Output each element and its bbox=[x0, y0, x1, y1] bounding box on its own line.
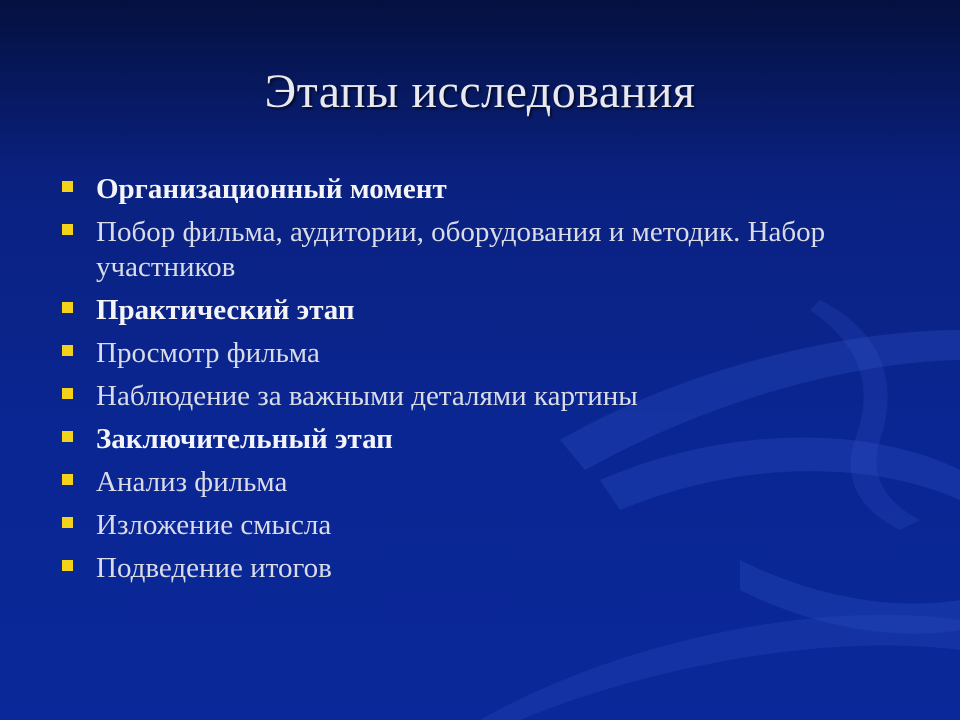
bullet-item-summary bbox=[62, 551, 882, 586]
bullet-list bbox=[62, 172, 882, 594]
bullet-text: Анализ фильма bbox=[96, 466, 288, 498]
bullet-item-practical-stage bbox=[62, 293, 882, 328]
square-bullet-icon bbox=[62, 345, 73, 356]
bullet-item-film-analysis bbox=[62, 465, 882, 500]
bullet-item-film-viewing bbox=[62, 336, 882, 371]
bullet-item-observation bbox=[62, 379, 882, 414]
square-bullet-icon bbox=[62, 560, 73, 571]
bullet-text: Изложение смысла bbox=[96, 509, 332, 541]
square-bullet-icon bbox=[62, 431, 73, 442]
bullet-item-selection bbox=[62, 215, 882, 285]
bullet-text: Наблюдение за важными деталями картины bbox=[96, 380, 638, 412]
slide-title: Этапы исследования bbox=[264, 65, 696, 118]
bullet-item-organizational-moment bbox=[62, 172, 882, 207]
bullet-item-final-stage bbox=[62, 422, 882, 457]
bullet-text: Побор фильма, аудитории, оборудования и методик. Набор участников bbox=[96, 216, 826, 283]
square-bullet-icon bbox=[62, 474, 73, 485]
bullet-item-meaning-statement bbox=[62, 508, 882, 543]
square-bullet-icon bbox=[62, 302, 73, 313]
bullet-text: Организационный момент bbox=[96, 173, 447, 205]
square-bullet-icon bbox=[62, 517, 73, 528]
square-bullet-icon bbox=[62, 181, 73, 192]
square-bullet-icon bbox=[62, 224, 73, 235]
bullet-text: Заключительный этап bbox=[96, 423, 393, 455]
square-bullet-icon bbox=[62, 388, 73, 399]
bullet-text: Просмотр фильма bbox=[96, 337, 320, 369]
bullet-text: Практический этап bbox=[96, 294, 355, 326]
bullet-text: Подведение итогов bbox=[96, 552, 332, 584]
